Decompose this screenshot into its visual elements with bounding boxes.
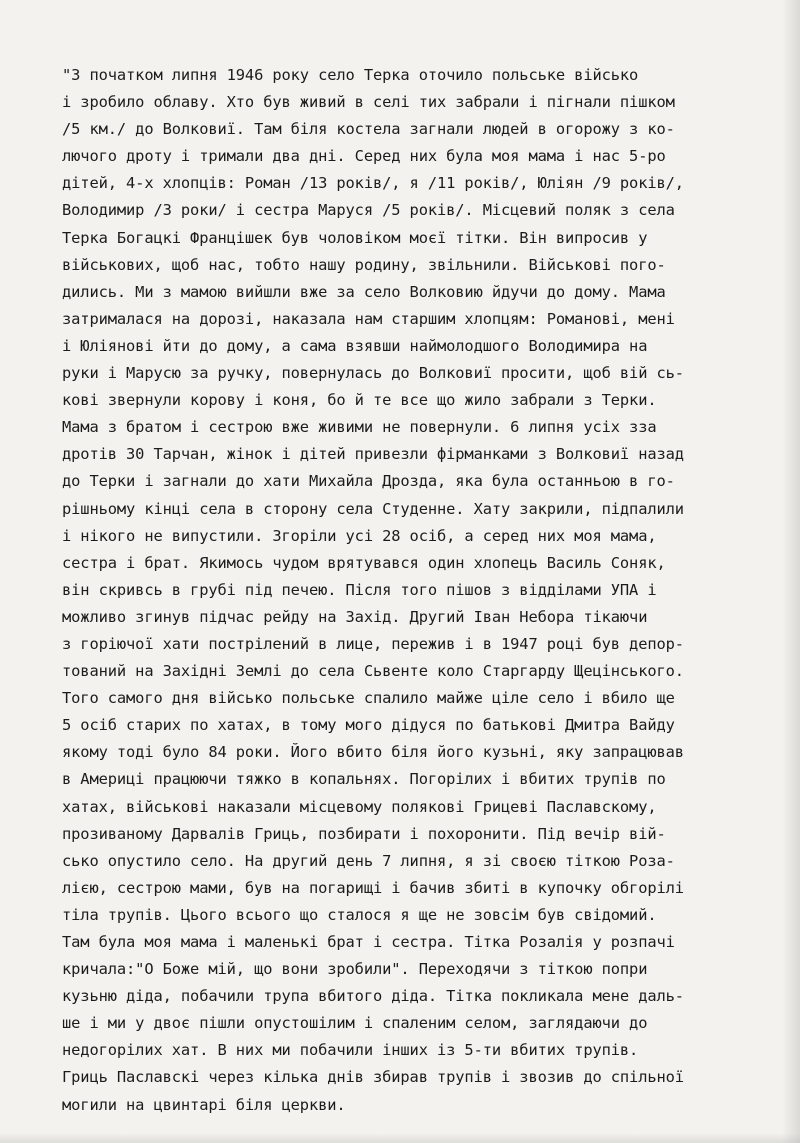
text-line: лючого дроту і тримали два дні. Серед них була моя мама і нас 5-ро: [62, 147, 666, 166]
text-line: тований на Західні Землі до села Сьвенте коло Старгарду Щецінського.: [62, 662, 684, 681]
text-line: Гриць Паславскі через кілька днів збирав трупів і звозив до спільної: [62, 1068, 684, 1087]
text-line: 5 осіб старих по хатах, в тому мого дідуся по батькові Дмитра Вайду: [62, 716, 675, 735]
text-line: кузьню діда, побачили трупа вбитого діда. Тітка покликала мене даль-: [62, 987, 684, 1006]
text-line: дротів 30 Тарчан, жінок і дітей привезли фірманками з Волковиї назад: [62, 445, 684, 464]
text-line: тіла трупів. Цього всього що сталося я ще не зовсім був свідомий.: [62, 905, 657, 924]
text-line: в Америці працюючи тяжко в копальнях. Погорілих і вбитих трупів по: [62, 770, 666, 789]
text-line: сестра і брат. Якимось чудом врятувався один хлопець Василь Соняк,: [62, 553, 666, 572]
text-line: недогорілих хат. В них ми побачили інших із 5-ти вбитих трупів.: [62, 1041, 639, 1060]
text-line: Того самого дня військо польське спалило майже ціле село і вбило ще: [62, 689, 675, 708]
text-line: і Юліянові йти до дому, а сама взявши наймолодшого Володимира на: [62, 336, 648, 355]
text-line: військових, щоб нас, тобто нашу родину, звільнили. Військові пого-: [62, 255, 666, 274]
text-line: кричала:"О Боже мій, що вони зробили". Переходячи з тіткою попри: [62, 960, 648, 979]
page-bottom-shadow: [0, 1133, 800, 1143]
text-line: він скривсь в грубі під печею. Після того пішов з відділами УПА і: [62, 580, 657, 599]
text-line: "З початком липня 1946 року село Терка оточило польське військо: [62, 66, 639, 84]
text-line: дітей, 4-х хлопців: Роман /13 років/, я /11 років/, Юліян /9 років/,: [62, 174, 684, 193]
text-line: Мама з братом і сестрою вже живими не повернули. 6 липня усіх зза: [62, 418, 657, 437]
text-line: /5 км./ до Волковиї. Там біля костела загнали людей в огорожу з ко-: [62, 120, 675, 139]
text-line: руки і Марусю за ручку, повернулась до Волковиї просити, щоб вій сь-: [62, 364, 684, 383]
text-line: можливо згинув підчас рейду на Захід. Другий Іван Небора тікаючи: [62, 607, 648, 626]
text-line: з горіючої хати пострілений в лице, пережив і в 1947 році був депор-: [62, 634, 684, 653]
text-line: хатах, військові наказали місцевому полякові Грицеві Паславскому,: [62, 797, 657, 816]
text-line: Терка Богацкі Францішек був чоловіком моєї тітки. Він випросив у: [62, 228, 648, 247]
text-line: до Терки і загнали до хати Михайла Дрозда, яка була останньою в го-: [62, 472, 675, 491]
text-line: ше і ми у двоє пішли опустошілим і спаленим селом, заглядаючи до: [62, 1014, 648, 1033]
text-line: і нікого не випустили. Згоріли усі 28 осіб, а серед них моя мама,: [62, 526, 657, 545]
typewritten-text-body: [62, 62, 782, 1119]
text-line: рішньому кінці села в сторону села Студенне. Хату закрили, підпалили: [62, 499, 684, 518]
text-line: лією, сестрою мами, був на погарищі і бачив збиті в купочку обгорілі: [62, 878, 684, 897]
text-line: Володимир /3 роки/ і сестра Маруся /5 років/. Місцевий поляк з села: [62, 201, 675, 220]
text-line: дились. Ми з мамою вийшли вже за село Волковию йдучи до дому. Мама: [62, 282, 666, 301]
text-line: затрималася на дорозі, наказала нам старшим хлопцям: Романові, мені: [62, 309, 675, 328]
text-line: могили на цвинтарі біля церкви.: [62, 1095, 346, 1114]
text-line: сько опустило село. На другий день 7 липня, я зі своєю тіткою Роза-: [62, 851, 675, 870]
text-line: і зробило облаву. Хто був живий в селі тих забрали і пігнали пішком: [62, 93, 675, 112]
text-line: Там була моя мама і маленькі брат і сестра. Тітка Розалія у розпачі: [62, 933, 675, 951]
text-line: кові звернули корову і коня, бо й те все що жило забрали з Терки.: [62, 391, 657, 410]
page-edge-shadow: [782, 0, 800, 1143]
text-line: якому тоді було 84 роки. Його вбито біля його кузьні, яку запрацював: [62, 743, 684, 762]
text-line: прозиваному Дарвалів Гриць, позбирати і похоронити. Під вечір вій-: [62, 824, 666, 843]
